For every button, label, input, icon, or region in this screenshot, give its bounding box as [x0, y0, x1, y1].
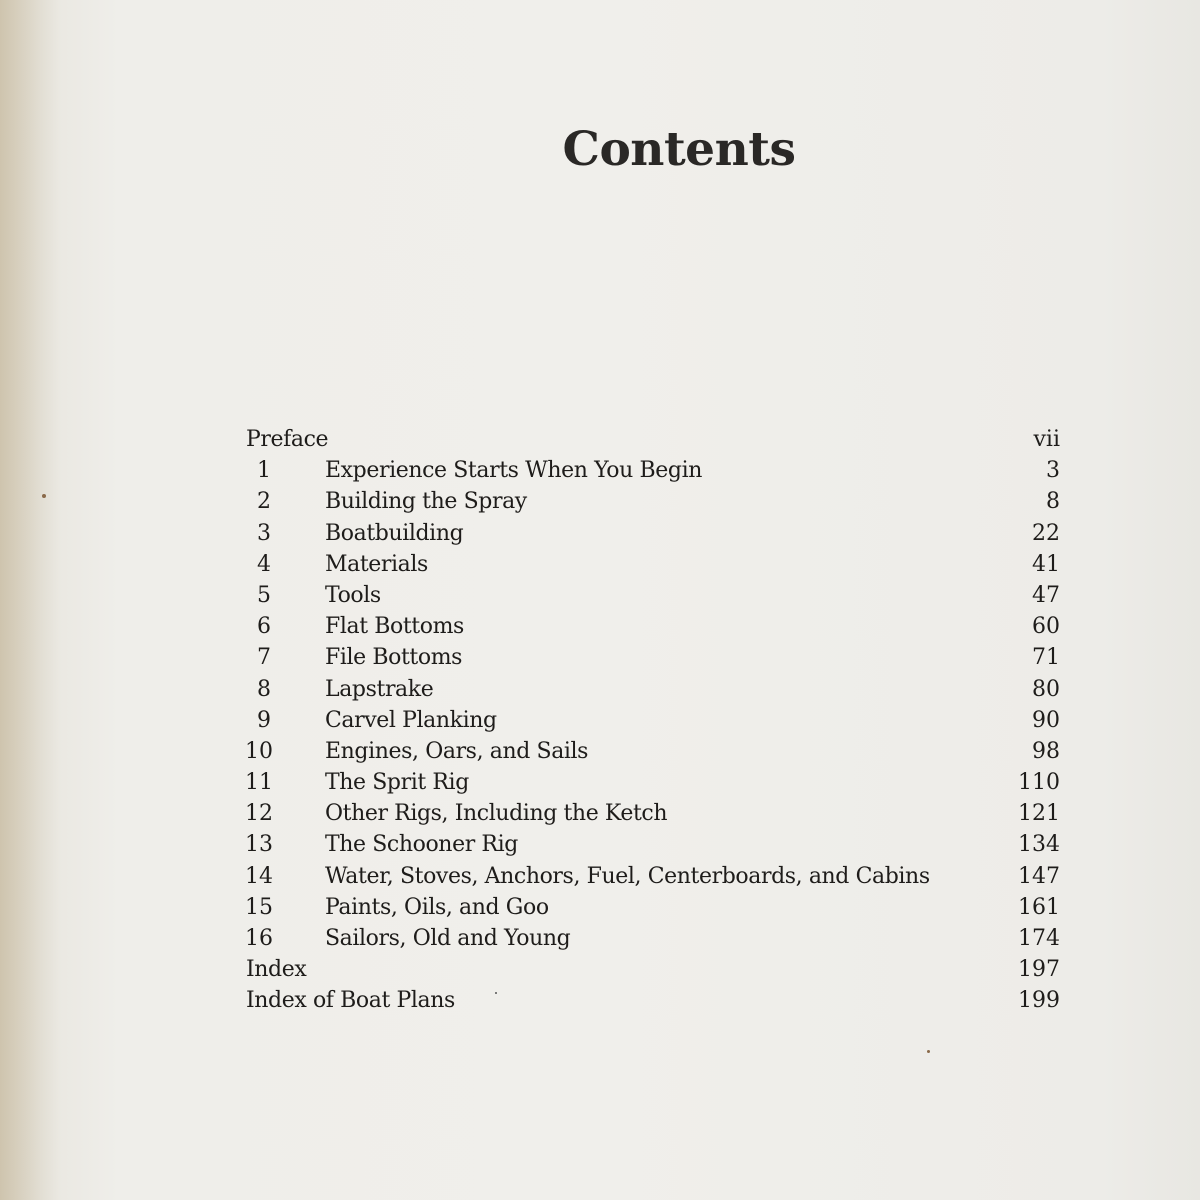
toc-entry-title: Preface: [246, 427, 329, 452]
toc-entry-number: 5: [257, 582, 271, 608]
toc-entry-page: 3: [1046, 458, 1060, 484]
toc-entry-number: 6: [257, 614, 271, 640]
toc-entry-chapter: [245, 455, 1065, 486]
toc-entry-chapter: [245, 829, 1065, 860]
toc-entry-title: Other Rigs, Including the Ketch: [325, 801, 668, 827]
toc-entry-index: [245, 954, 1065, 985]
toc-entry-page: 199: [1018, 988, 1060, 1014]
toc-entry-title: Building the Spray: [325, 489, 527, 515]
toc-entry-chapter: [245, 518, 1065, 549]
toc-entry-title: Sailors, Old and Young: [325, 926, 571, 951]
toc-entry-title: Boatbuilding: [325, 520, 464, 546]
toc-entry-chapter: [245, 861, 1065, 892]
toc-entry-page: vii: [1033, 427, 1060, 452]
toc-entry-page: 174: [1018, 926, 1060, 951]
toc-entry-title: Engines, Oars, and Sails: [325, 738, 589, 764]
paper-speck: [495, 992, 497, 994]
toc-entry-number: 14: [245, 863, 273, 889]
toc-entry-number: 15: [245, 894, 273, 920]
toc-entry-number: 12: [245, 801, 273, 827]
toc-entry-page: 98: [1032, 738, 1060, 764]
toc-entry-chapter: [245, 798, 1065, 829]
toc-entry-title: Experience Starts When You Begin: [325, 458, 702, 484]
toc-entry-number: 11: [245, 770, 273, 796]
toc-entry-title: Index of Boat Plans: [246, 988, 455, 1014]
toc-entry-number: 10: [245, 738, 273, 764]
toc-entry-page: 22: [1032, 520, 1060, 546]
toc-entry-page: 121: [1018, 801, 1060, 827]
toc-entry-number: 13: [245, 832, 273, 858]
toc-entry-chapter: [245, 642, 1065, 673]
toc-entry-title: Index: [246, 957, 307, 983]
toc-entry-chapter: [245, 611, 1065, 642]
toc-entry-chapter: [245, 486, 1065, 517]
toc-entry-page: 71: [1032, 645, 1060, 671]
toc-entry-title: Carvel Planking: [325, 707, 497, 733]
toc-entry-chapter: [245, 674, 1065, 705]
spine-shadow: [0, 0, 60, 1200]
toc-entry-chapter: [245, 549, 1065, 580]
toc-entry-title: The Sprit Rig: [325, 770, 469, 796]
toc-entry-number: 4: [257, 551, 271, 577]
toc-entry-number: 9: [257, 707, 271, 733]
toc-entry-page: 47: [1032, 582, 1060, 608]
toc-entry-chapter: [245, 767, 1065, 798]
toc-entry-page: 8: [1046, 489, 1060, 515]
toc-entry-chapter: [245, 705, 1065, 736]
toc-entry-title: File Bottoms: [325, 645, 463, 671]
toc-entry-number: 8: [257, 676, 271, 702]
paper-speck: [42, 494, 46, 498]
toc-entry-page: 134: [1018, 832, 1060, 858]
paper-speck: [927, 1050, 930, 1053]
toc-entry-page: 147: [1018, 863, 1060, 889]
toc-entry-page: 161: [1018, 894, 1060, 920]
toc-entry-page: 41: [1032, 551, 1060, 577]
toc-entry-page: 90: [1032, 707, 1060, 733]
toc-entry-title: The Schooner Rig: [325, 832, 518, 858]
toc-entry-page: 197: [1018, 957, 1060, 983]
page-title: Contents: [562, 122, 796, 177]
toc-entry-number: 7: [257, 645, 271, 671]
toc-entry-chapter: [245, 923, 1065, 954]
toc-entry-number: 1: [257, 458, 271, 484]
toc-entry-index-of-boat-plans: [245, 985, 1065, 1016]
toc-entry-chapter: [245, 892, 1065, 923]
toc-entry-page: 110: [1018, 770, 1060, 796]
toc-entry-title: Tools: [325, 582, 381, 608]
toc-entry-preface: [245, 424, 1065, 455]
toc-entry-page: 60: [1032, 614, 1060, 640]
toc-entry-number: 3: [257, 520, 271, 546]
toc-entry-chapter: [245, 580, 1065, 611]
table-of-contents: [245, 424, 1065, 1017]
toc-entry-number: 2: [257, 489, 271, 515]
toc-entry-number: 16: [245, 926, 273, 951]
toc-entry-title: Water, Stoves, Anchors, Fuel, Centerboards, and Cabins: [325, 863, 930, 889]
toc-entry-title: Paints, Oils, and Goo: [325, 894, 549, 920]
toc-entry-title: Flat Bottoms: [325, 614, 464, 640]
toc-entry-page: 80: [1032, 676, 1060, 702]
toc-entry-title: Materials: [325, 551, 428, 577]
toc-entry-chapter: [245, 736, 1065, 767]
toc-entry-title: Lapstrake: [325, 676, 434, 702]
